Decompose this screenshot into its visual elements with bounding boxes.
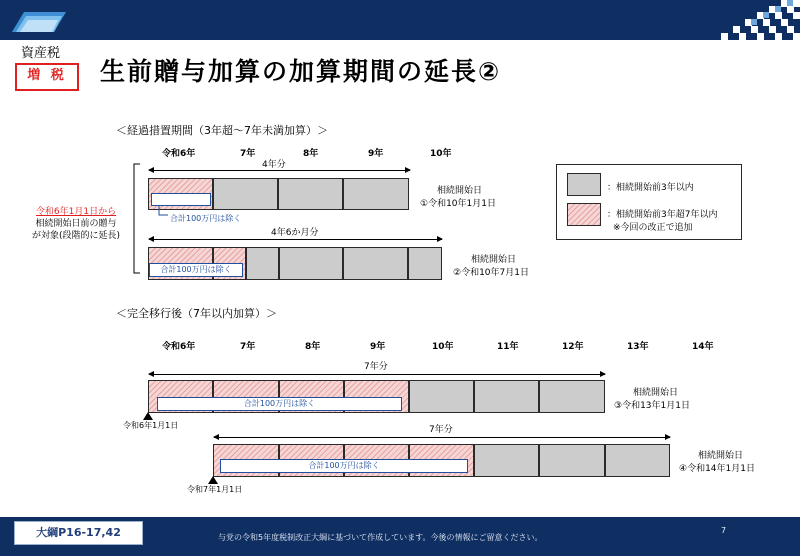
page-title: 生前贈与加算の加算期間の延長② [100, 57, 502, 86]
year-label: 14年 [692, 342, 714, 352]
footer-note: 与党の令和5年度税制改正大綱に基づいて作成しています。今後の情報にご留意ください。 [218, 533, 543, 542]
origin-date-label: 令和6年1月1日 [123, 421, 179, 430]
gray-period [605, 444, 670, 477]
reference-box: 大綱P16-17,42 [14, 521, 143, 545]
gray-period [213, 178, 278, 210]
legend-hatch-note: ※今回の改正で追加 [613, 223, 693, 233]
year-label: 9年 [368, 149, 384, 159]
gray-period [246, 247, 279, 280]
excluded-amount-box: 合計100万円は除く [149, 263, 243, 277]
start-date: ②令和10年7月1日 [453, 268, 529, 278]
side-note [26, 206, 126, 242]
year-label: 8年 [303, 149, 319, 159]
span-arrow [149, 170, 410, 171]
span-label: 4年6か月分 [271, 228, 319, 238]
section2-heading: ＜完全移行後（7年以内加算）＞ [116, 307, 277, 320]
legend-gray-swatch [567, 173, 601, 196]
span-arrow [214, 437, 670, 438]
origin-date-label: 令和7年1月1日 [187, 485, 243, 494]
tax-increase-badge: 増 税 [15, 63, 79, 91]
year-label: 13年 [627, 342, 649, 352]
gray-period [539, 444, 605, 477]
start-date: ③令和13年1月1日 [614, 401, 690, 411]
footer-bar [0, 517, 800, 556]
section1-heading: ＜経過措置期間（3年超～7年未満加算）＞ [116, 124, 328, 137]
gray-period [278, 178, 343, 210]
gray-period [408, 247, 442, 280]
year-label: 9年 [370, 342, 386, 352]
span-arrow [149, 374, 605, 375]
start-label: 相続開始日 [471, 255, 517, 265]
header-bar [0, 0, 800, 40]
start-date: ④令和14年1月1日 [679, 464, 755, 474]
gray-period [409, 380, 474, 413]
origin-marker-icon [143, 412, 153, 420]
span-arrow [149, 239, 442, 240]
year-label: 10年 [432, 342, 454, 352]
side-note-date: 令和6年1月1日から [35, 207, 117, 217]
year-label: 12年 [562, 342, 584, 352]
legend-gray-label: ：相続開始前3年以内 [607, 183, 694, 193]
excluded-amount-box: 合計100万円は除く [157, 397, 402, 411]
origin-marker-icon [208, 476, 218, 484]
span-label: 7年分 [429, 425, 453, 435]
year-label: 令和6年 [162, 149, 196, 159]
legend-hatch-label: ：相続開始前3年超7年以内 [607, 210, 718, 220]
start-label: 相続開始日 [633, 388, 679, 398]
logo-icon [10, 8, 68, 34]
legend-hatch-swatch [567, 203, 601, 226]
gray-period [343, 247, 408, 280]
start-label: 相続開始日 [698, 451, 744, 461]
legend [556, 164, 742, 240]
pointer-arrow-icon [156, 204, 170, 218]
gray-period [474, 444, 539, 477]
gray-period [474, 380, 539, 413]
start-label: 相続開始日 [437, 186, 483, 196]
side-note-line: が対象(段階的に延長) [31, 231, 121, 241]
gray-period [279, 247, 343, 280]
year-label: 令和6年 [162, 342, 196, 352]
page-number: 7 [721, 526, 727, 535]
start-date: ①令和10年1月1日 [420, 199, 496, 209]
year-label: 8年 [305, 342, 321, 352]
span-label: 7年分 [364, 362, 388, 372]
year-label: 11年 [497, 342, 519, 352]
year-label: 7年 [240, 149, 256, 159]
checker-pattern-icon [715, 0, 800, 40]
year-label: 10年 [430, 149, 452, 159]
gray-period [539, 380, 605, 413]
side-note-line: 相続開始日前の贈与 [35, 219, 117, 229]
gray-period [343, 178, 409, 210]
excluded-amount-box: 合計100万円は除く [220, 459, 468, 473]
bracket-icon [128, 163, 142, 279]
year-label: 7年 [240, 342, 256, 352]
span-label: 4年分 [262, 160, 286, 170]
excluded-amount-label: 合計100万円は除く [170, 214, 242, 223]
tax-category-label: 資産税 [21, 46, 61, 61]
